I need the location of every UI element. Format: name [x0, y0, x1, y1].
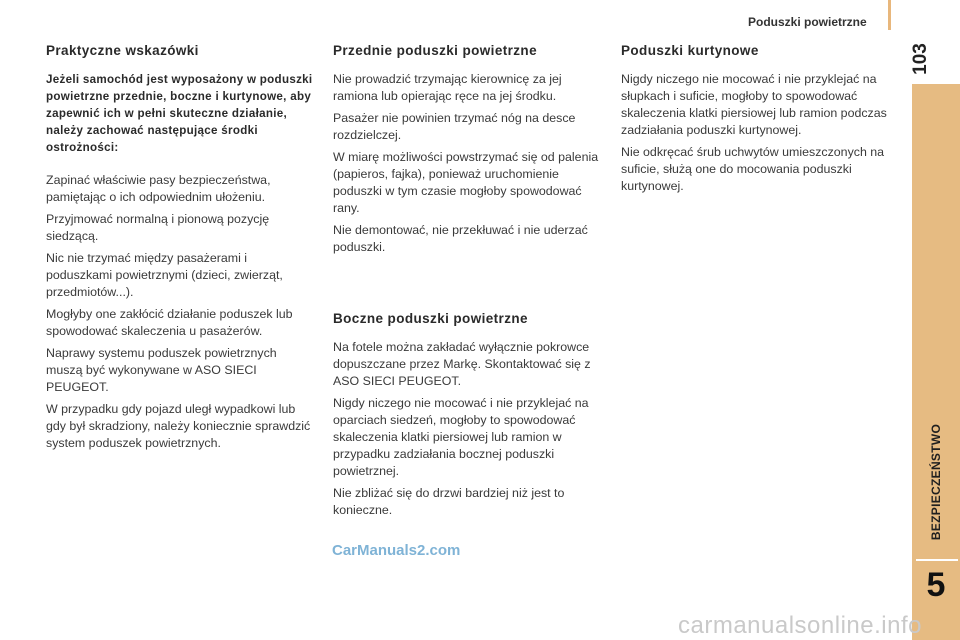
heading-front-airbags: Przednie poduszki powietrzne [333, 43, 537, 58]
page-number: 103 [910, 43, 931, 75]
heading-practical-tips: Praktyczne wskazówki [46, 43, 199, 58]
chapter-number: 5 [926, 566, 946, 604]
paragraph: W miarę możliwości powstrzymać się od palenia (papieros, fajka), ponieważ uruchomienie poduszki w tym czasie mogłoby spowodować rany. [333, 150, 599, 215]
column-practical-tips [46, 42, 314, 457]
heading-side-airbags: Boczne poduszki powietrzne [333, 311, 528, 326]
lead-paragraph: Jeżeli samochód jest wyposażony w poduszki powietrzne przednie, boczne i kurtynowe, aby zapewnić ich w pełni skuteczne działanie, należy zachować następujące środki ostrożności: [46, 73, 313, 154]
column-curtain-airbags [621, 42, 901, 200]
paragraph: Nie odkręcać śrub uchwytów umieszczonych na suficie, służą one do mocowania poduszki kurtynowej. [621, 145, 885, 193]
column-side-airbags [333, 310, 605, 524]
column-front-airbags [333, 42, 605, 261]
paragraph: Nie demontować, nie przekłuwać i nie uderzać poduszki. [333, 223, 588, 254]
section-label-text: BEZPIECZEŃSTWO [929, 423, 943, 541]
paragraph: Nigdy niczego nie mocować i nie przyklejać na oparciach siedzeń, mogłoby to spowodować skaleczenia klatki piersiowej lub ramion w przypadku zadziałania bocznej poduszki powietrznej. [333, 396, 589, 478]
header-rule [888, 0, 891, 30]
paragraph: Na fotele można zakładać wyłącznie pokrowce dopuszczane przez Markę. Skontaktować się z ASO SIECI PEUGEOT. [333, 340, 591, 388]
paragraph: Nic nie trzymać między pasażerami i poduszkami powietrznymi (dzieci, zwierząt, przedmiotów...). [46, 251, 283, 299]
paragraph: Pasażer nie powinien trzymać nóg na desce rozdzielczej. [333, 111, 576, 142]
watermark-carmanuals2: CarManuals2.com [332, 542, 461, 559]
chapter-side-tab [912, 84, 960, 640]
paragraph: Naprawy systemu poduszek powietrznych muszą być wykonywane w ASO SIECI PEUGEOT. [46, 346, 277, 394]
paragraph: W przypadku gdy pojazd uległ wypadkowi lub gdy był skradziony, należy koniecznie sprawdzić system poduszek powietrznych. [46, 402, 311, 450]
paragraph: Nigdy niczego nie mocować i nie przyklejać na słupkach i suficie, mogłoby to spowodować skaleczenia klatki piersiowej lub ramion podczas zadziałania poduszki kurtynowej. [621, 72, 887, 137]
paragraph: Przyjmować normalną i pionową pozycję siedzącą. [46, 212, 270, 243]
paragraph: Nie zbliżać się do drzwi bardziej niż jest to konieczne. [333, 486, 565, 517]
watermark-carmanualsonline: carmanualsonline.info [678, 612, 922, 639]
paragraph: Nie prowadzić trzymając kierownicę za jej ramiona lub opierając ręce na jej środku. [333, 72, 562, 103]
heading-curtain-airbags: Poduszki kurtynowe [621, 43, 759, 58]
chapter-divider [916, 559, 958, 561]
paragraph: Mogłyby one zakłócić działanie poduszek lub spowodować skaleczenia u pasażerów. [46, 307, 293, 338]
running-header: Poduszki powietrzne [748, 15, 867, 29]
paragraph: Zapinać właściwie pasy bezpieczeństwa, pamiętając o ich odpowiednim ułożeniu. [46, 173, 271, 204]
section-label [916, 412, 956, 552]
